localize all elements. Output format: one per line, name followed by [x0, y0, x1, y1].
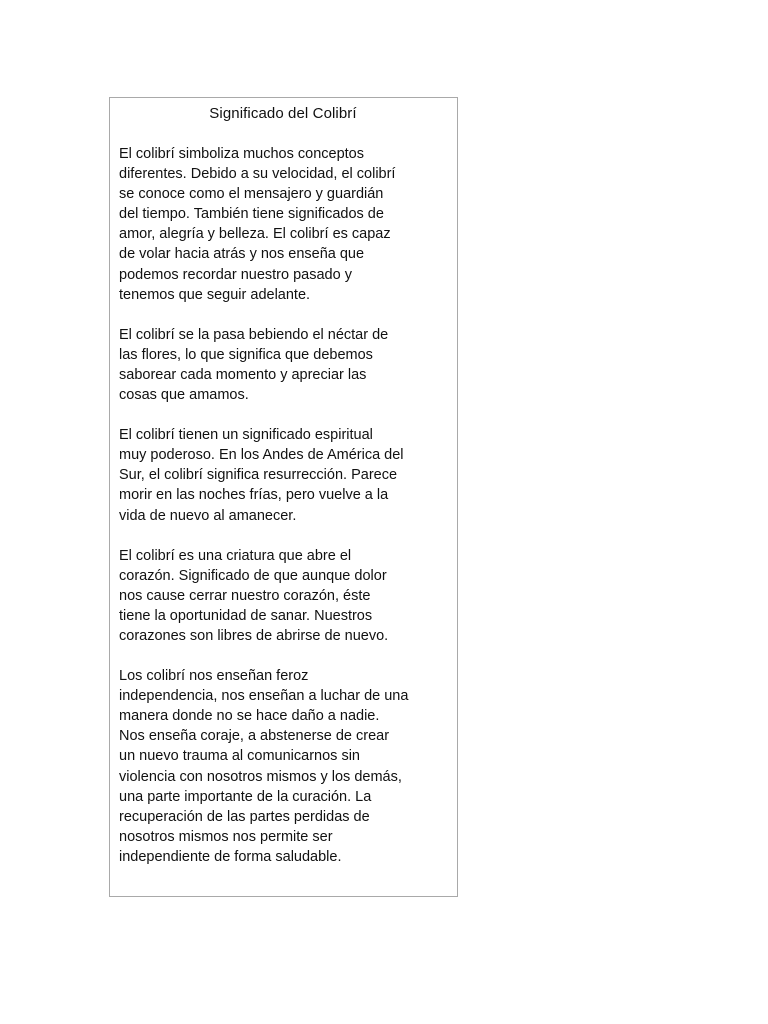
paragraph-spiritual: El colibrí tienen un significado espiritual muy poderoso. En los Andes de América del Sur, el colibrí significa resurrección. Parece morir en las noches frías, pero vuelve a la vida de nuevo al amanecer.: [119, 427, 404, 524]
text-box: [109, 97, 458, 897]
paragraph-nectar: El colibrí se la pasa bebiendo el néctar de las flores, lo que significa que debemos saborear cada momento y apreciar las cosas que amamos.: [119, 326, 389, 404]
paragraph-symbolism: El colibrí simboliza muchos conceptos diferentes. Debido a su velocidad, el colibrí se conoce como el mensajero y guardián del tiempo. También tiene significados de amor, alegría y belleza. El colibrí es capaz de volar hacia atrás y nos enseña que podemos recordar nuestro pasado y tenemos que seguir adelante.: [119, 146, 396, 303]
document-title: Significado del Colibrí: [209, 105, 357, 122]
paragraph-heart: El colibrí es una criatura que abre el corazón. Significado de que aunque dolor nos cause cerrar nuestro corazón, éste tiene la oportunidad de sanar. Nuestros corazones son libres de abrirse de nuevo.: [119, 547, 389, 644]
paragraph-independence: Los colibrí nos enseñan feroz independencia, nos enseñan a luchar de una manera donde no se hace daño a nadie. Nos enseña coraje, a abstenerse de crear un nuevo trauma al comunicarnos sin violencia con nosotros mismos y los demás, una parte importante de la curación. La recuperación de las partes perdidas de nosotros mismos nos permite ser independiente de forma saludable.: [119, 668, 409, 865]
